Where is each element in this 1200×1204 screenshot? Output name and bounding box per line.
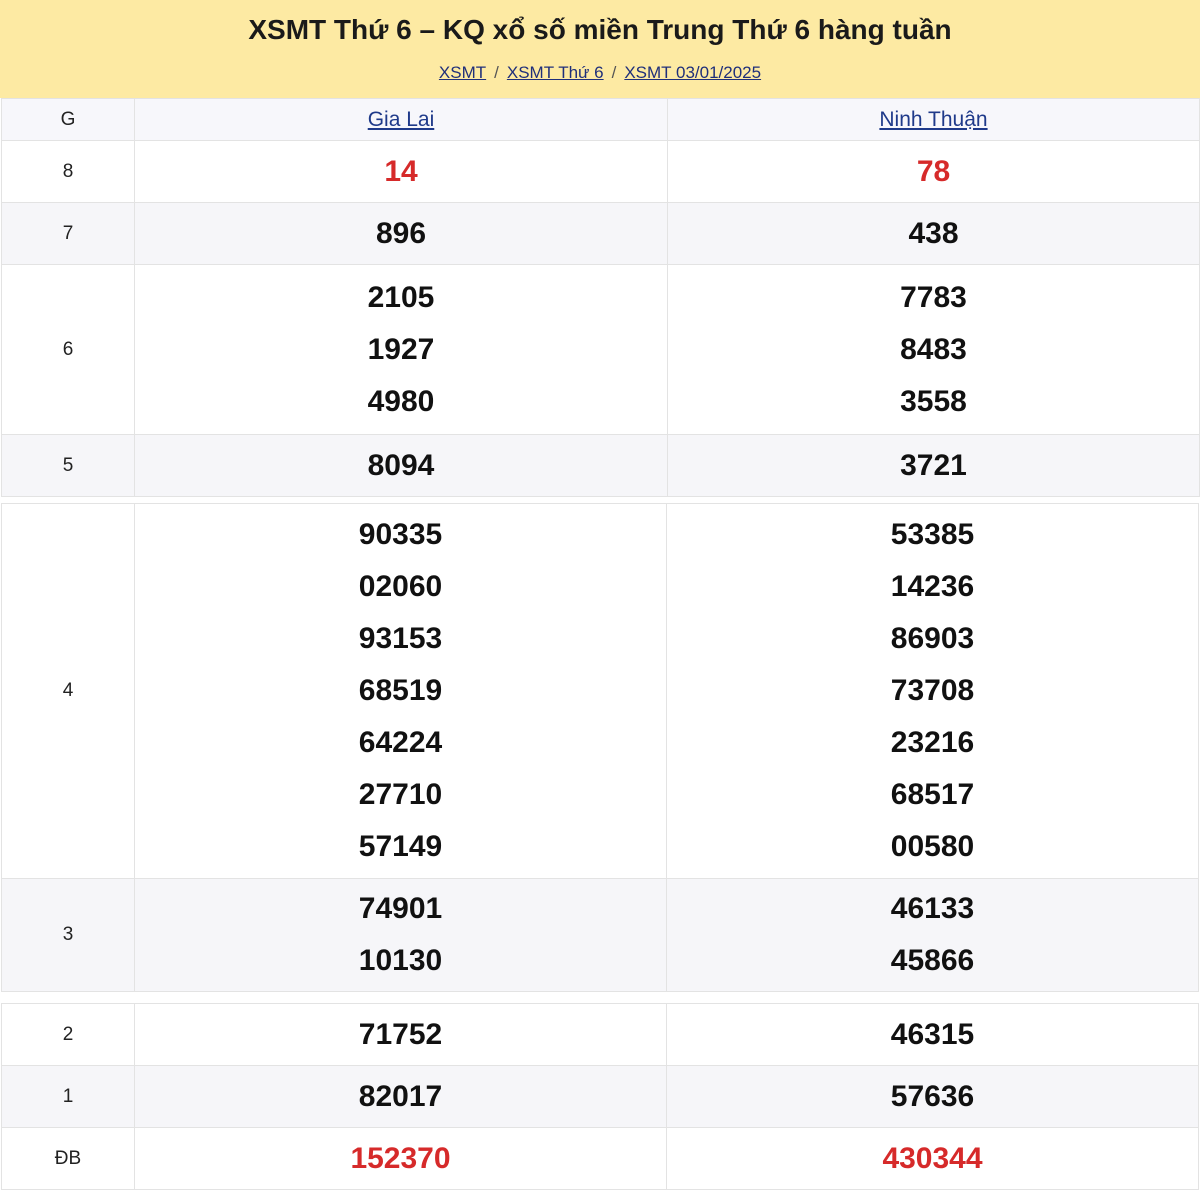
result-number: 3558	[900, 384, 967, 418]
prize-label: 1	[2, 1066, 135, 1128]
table-header-row	[2, 99, 1200, 141]
result-number: 438	[908, 216, 959, 250]
prize-label: 5	[2, 435, 135, 497]
breadcrumb-xsmt-thu-6[interactable]: XSMT Thứ 6	[506, 63, 604, 82]
table-row-prize-5	[2, 435, 1200, 497]
result-number: 64224	[358, 726, 443, 759]
province-link-gia-lai[interactable]: Gia Lai	[367, 107, 435, 131]
breadcrumb-separator: /	[494, 63, 499, 82]
result-number: 23216	[890, 726, 975, 759]
result-number: 57149	[358, 830, 443, 863]
province-header-gia-lai	[135, 99, 668, 141]
page-header	[0, 0, 1200, 98]
result-number: 68517	[890, 778, 975, 811]
result-number: 02060	[358, 570, 443, 603]
result-number: 7783	[900, 280, 967, 314]
special-result-number: 152370	[350, 1141, 451, 1175]
page-title: XSMT Thứ 6 – KQ xổ số miền Trung Thứ 6 hàng tuần	[248, 14, 952, 45]
result-number: 68519	[358, 674, 443, 707]
breadcrumb-separator: /	[611, 63, 617, 82]
result-number: 74901	[358, 892, 443, 925]
result-number: 82017	[358, 1079, 443, 1113]
prize-label: 4	[2, 504, 135, 879]
province-link-ninh-thuan[interactable]: Ninh Thuận	[879, 107, 988, 131]
table-row-prize-7	[2, 203, 1200, 265]
result-number: 896	[375, 216, 427, 250]
table-row-prize-special	[2, 1128, 1199, 1190]
result-number: 8483	[900, 332, 967, 366]
result-number: 46133	[890, 892, 975, 925]
result-number: 00580	[890, 830, 975, 863]
result-number: 93153	[358, 622, 443, 655]
prize-column-header: G	[2, 99, 135, 141]
result-number: 45866	[890, 944, 975, 977]
result-number: 10130	[358, 944, 443, 977]
result-number: 90335	[358, 518, 443, 551]
table-row-prize-3	[2, 879, 1199, 992]
result-number: 57636	[890, 1079, 975, 1113]
prize-label: 7	[2, 203, 135, 265]
result-number: 2105	[367, 280, 435, 314]
table-row-prize-8	[2, 141, 1200, 203]
result-number: 73708	[890, 674, 975, 707]
result-number: 46315	[890, 1017, 975, 1051]
result-number: 1927	[367, 332, 435, 366]
prize-label: 6	[2, 265, 135, 435]
table-row-prize-6	[2, 265, 1200, 435]
result-number: 78	[916, 154, 951, 188]
breadcrumb	[0, 63, 1200, 83]
prize-label: 2	[2, 1004, 135, 1066]
results-table-middle	[1, 503, 1199, 992]
result-number: 27710	[358, 778, 443, 811]
special-result-number: 430344	[882, 1141, 983, 1175]
breadcrumb-xsmt-date[interactable]: XSMT 03/01/2025	[624, 63, 762, 82]
result-number: 53385	[890, 518, 975, 551]
prize-label: ĐB	[2, 1128, 135, 1190]
prize-label: 3	[2, 879, 135, 992]
result-number: 14236	[890, 570, 975, 603]
province-header-ninh-thuan	[668, 99, 1200, 141]
result-number: 86903	[890, 622, 975, 655]
result-number: 71752	[358, 1017, 443, 1051]
result-number: 14	[384, 154, 418, 188]
results-table-bottom	[1, 1003, 1199, 1190]
result-number: 3721	[900, 448, 967, 482]
breadcrumb-xsmt[interactable]: XSMT	[438, 63, 487, 82]
result-number: 8094	[367, 448, 435, 482]
table-row-prize-2	[2, 1004, 1199, 1066]
result-number: 4980	[367, 384, 435, 418]
prize-label: 8	[2, 141, 135, 203]
results-table-top	[1, 98, 1200, 497]
table-row-prize-1	[2, 1066, 1199, 1128]
table-row-prize-4	[2, 504, 1199, 879]
